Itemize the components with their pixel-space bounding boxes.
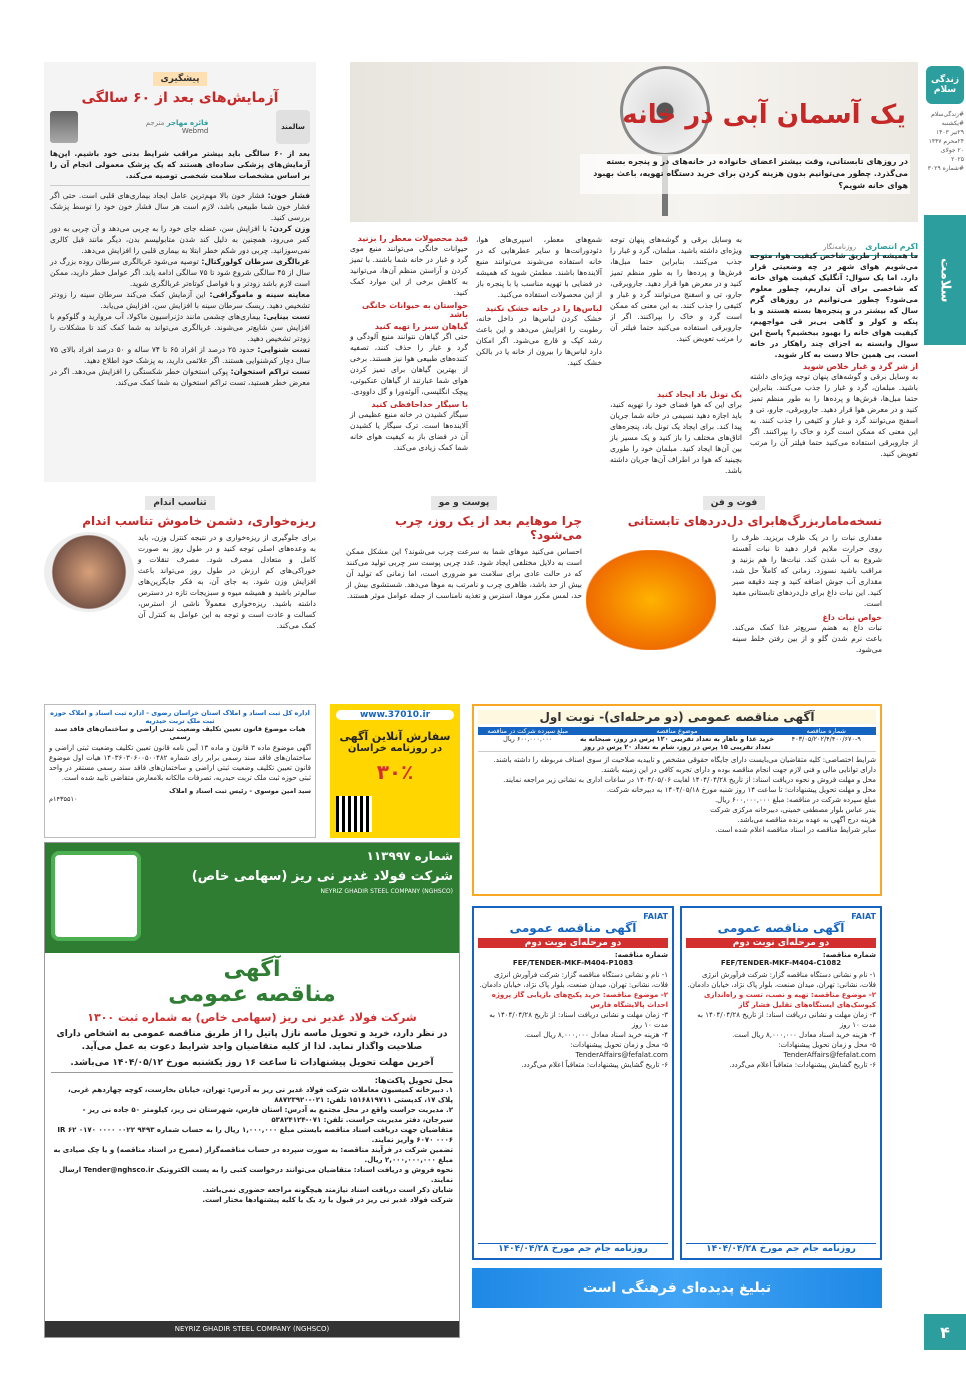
- health-item: وزن کردن: با افزایش سن، عضله جای خود را به چربی می‌دهد و آن چربی به دور کمر می‌رود، همچنین به دلیل کند شدن متابولیسم بدن، دیگر مانند قبل کالری نمی‌سوزانید. چربی دور شکم خطر ابتلا به بیماری قلبی را افزایش می‌دهد.: [50, 224, 310, 255]
- section-body: حیوانات خانگی می‌توانند منبع موی گرد و غبار در خانه شما باشند. با تمیز کردن و آراستن منظم آن‌ها، می‌توانید به کاهش برخی از این موارد کمک کنید.: [350, 244, 468, 297]
- health-intro: بعد از ۶۰ سالگی باید بیشتر مراقب شرایط بدنی خود باشیم. این‌ها آزمایش‌های پزشکی ساده‌ای هستند که یک پزشک معمولی انجام آن را بر اساس مشخصات سلامت شخصی توصیه می‌کند.: [50, 148, 310, 186]
- notice-sub: هیات موضوع قانون تعیین تکلیف وضعیت ثبتی اراضی و ساختمان‌های فاقد سند رسمی: [54, 725, 306, 741]
- steel-company: شرکت فولاد غدیر نی ریز (سهامی خاص): [191, 869, 453, 884]
- lead-photo: [350, 62, 918, 222]
- sweet-body: مقداری نبات را در یک ظرف بریزید. ظرف را روی حرارت ملایم قرار دهید تا نبات آهسته شروع به آب شدن کند. نبات‌ها را هم بزنید و مراقب باشید نسوزد. زمانی که کاملاً حل شد، مقداری آب جوش اضافه کنید و چند دقیقه صبر کنید. این نبات داغ برای دل‌دردهای تابستانی مفید است.: [731, 533, 882, 608]
- lead-col-1: [750, 362, 918, 459]
- lead-col-4: [350, 234, 468, 453]
- section-heading: لباس‌ها را در خانه خشک نکنید: [485, 304, 602, 313]
- section-body: برای این که هوا فضای خود را تهویه کنید، باید اجازه دهید نسیمی در خانه شما جریان پیدا کند. برای ایجاد یک تونل باد، پنجره‌های اتاق‌های مختلف را باز کنید و یک مسیر باز بین آن‌ها ایجاد کنید. مبلمان خود را طوری بچینید که هوا در اطراف آن‌ها جریان داشته باشد.: [610, 400, 742, 475]
- steel-title1: آگهی: [223, 957, 281, 982]
- section-heading: از شر گرد و غبار خلاص شوید: [802, 362, 918, 371]
- faiat-line: ۳- زمان مهلت و نشانی دریافت اسناد: از تاریخ ۱۴۰۴/۰۴/۲۸ به مدت ۱۰ روز: [697, 1011, 876, 1029]
- faiat-no: FEF/TENDER-MKF-M404-P1083: [512, 959, 634, 967]
- tender-line: سایر شرایط مناقصه در اسناد مناقصه اعلام شده است.: [715, 826, 876, 834]
- section-body: حتی اگر گیاهان نتوانند منبع آلودگی و گرد و غبار را حذف کنند، تصفیه کننده‌های طبیعی هوا نیز هستند. برخی از بهترین گیاهان برای تمیز کردن هوای شما عبارتند از گیاهان عنکبوتی، پیچک انگلیسی، آلوئه‌ورا و گل داوودی.: [350, 332, 468, 396]
- qr-icon: [336, 796, 372, 832]
- steel-addr-line: متقاضیان جهت دریافت اسناد مناقصه بایستی مبلغ ۱,۰۰۰,۰۰۰ ریال را به حساب شماره IR ۶۲ ۰۱۷۰ ۰۰۰۰ ۰۰۲۲ ۹۴۹۳ ۶۰۷۰ ۰۰۰۶ واریز نمایند.: [57, 1126, 453, 1144]
- online-t2: در روزنامه خراسان: [347, 743, 443, 754]
- issue-info: #زندگی‌سلام #یکشنبه ۲۹تیر ۱۴۰۳ ۲۴محرم ۱۴۴۷ ۲۰ جولای ۲۰۲۵ #شماره ۳۰۲۹: [927, 111, 964, 172]
- steel-addr-line: ۱. دبیرخانه کمیسیون معاملات شرکت فولاد غدیر نی ریز به آدرس: تهران، خیابان بخارست، کوچه چهاردهم غربی، پلاک ۱۷، کدپستی ۱۵۱۶۸۱۹۷۱۱ تلفن: ۰۲۱-۸۸۷۲۳۹۲۰: [67, 1086, 453, 1104]
- hair-body: احساس می‌کنید موهای شما به سرعت چرب می‌شوند؟ این مشکل ممکن است به دلایل مختلفی ایجاد شود. غدد چربی پوست سر چربی تولید می‌کنند که در حالت عادی برای سلامت مو ضروری است، اما زمانی که تولید آن بیش از حد باشد، ظاهری چرب و نامرتب به موها می‌دهد. شستشوی بیش از حد، لمس مکرر موها، استرس و تغذیه نامناسب از جمله عوامل موثر هستند.: [346, 547, 582, 600]
- faiat-line: ۲- موضوع مناقصه: خرید پکیج‌های بازیابی گاز پروژه احداث پالایشگاه فارس: [491, 991, 668, 1009]
- section-label: سلامت: [937, 257, 953, 303]
- health-item: معاینه سینه و ماموگرافی: این آزمایش کمک می‌کند سرطان سینه را زودتر تشخیص دهید. ریسک سرطان سینه با افزایش سن، افزایش می‌یابد.: [50, 290, 311, 310]
- lead-col-3: [476, 234, 602, 368]
- faiat-footer: روزنامه جام جم مورخ ۱۴۰۴/۰۴/۲۸: [686, 1243, 876, 1254]
- faiat-line: ۶- تاریخ گشایش پیشنهادات: متعاقباً اعلام می‌گردد.: [729, 1061, 876, 1069]
- faiat-line: ۲- موضوع مناقصه: تهیه و نصب، تست و راه‌اندازی کیوسک‌های ایستگاه‌های تقلیل فشار گاز: [704, 991, 876, 1009]
- sweet-subhead: خواص نبات داغ: [822, 613, 882, 622]
- health-item: تست تراکم استخوان: پوکی استخوان خطر شکستگی را افزایش می‌دهد. اگر در معرض خطر هستید، تست تراکم استخوان به شما کمک می‌کند.: [50, 367, 310, 387]
- badge-icon: سالمند: [276, 110, 310, 144]
- culture-banner: [472, 1268, 882, 1308]
- steel-addr-head: محل تحویل پاکت‌ها:: [374, 1076, 453, 1085]
- faiat-logo: FAIAT: [851, 912, 876, 921]
- lead-subtitle: در روزهای تابستانی، وقت بیشتر اعضای خانواده در خانه‌های در و پنجره بسته می‌گذرد. چطور می‌توانیم بدون هزینه کردن برای خرید دستگاه تهویه، باعث بهبود هوای خانه شویم؟: [580, 154, 910, 194]
- faiat-no-label: شماره مناقصه:: [822, 951, 876, 959]
- online-t1: سفارش آنلاین آگهی: [339, 730, 451, 743]
- sweet-body-2: نبات داغ به هضم سریع‌تر غذا کمک می‌کند. باعث نرم شدن گلو و از بین رفتن خلط سینه می‌شود.: [732, 623, 882, 654]
- tender-line: دارای توانایی مالی و فنی لازم جهت انجام مناقصه بوده و دارای تجربه کافی در این زمینه باشند.: [601, 766, 876, 774]
- tender-line: محل و مهلت تحویل پیشنهادات: تا ساعت ۱۴ روز شنبه مورخ ۱۴۰۴/۰۵/۱۸ به دبیرخانه شرکت.: [606, 786, 876, 794]
- lead-article: [350, 62, 918, 492]
- faiat-sub: دو مرحله‌ای نوبت دوم: [686, 938, 876, 948]
- notice-sign: سید امین موسوی - رئیس ثبت اسناد و املاک: [169, 787, 311, 795]
- tender-table: شماره مناقصه موضوع مناقصه مبلغ سپرده شرکت در مناقصه: [478, 727, 876, 735]
- fit-title: ریزه‌خواری، دشمن خاموش تناسب اندام: [82, 514, 316, 528]
- health-item: تست شنوایی: حدود ۲۵ درصد از افراد ۶۵ تا ۷۴ ساله و ۵۰ درصد افراد بالای ۷۵ سال دچار کم‌شنوایی هستند. اگر علائمی دارید، به پزشک خود اطلاع دهید.: [50, 345, 311, 365]
- faiat-line: ۵- محل و زمان تحویل پیشنهادات: TenderAffairs@fefalat.com: [778, 1041, 876, 1059]
- health-column: [44, 62, 316, 482]
- health-item: غربالگری سرطان کولورکتال: توصیه می‌شود غربالگری سرطان روده بزرگ در سال از ۴۵ سالگی شروع شود تا ۷۵ سالگی ادامه یابد. اگر عوامل خطر دارید، ممکن است لازم باشد زودتر و با فواصل کوتاه‌تر غربالگری شوید.: [50, 257, 310, 288]
- sweet-title: نسخه‌ماماربزرگ‌هابرای دل‌دردهای تابستانی: [627, 514, 882, 528]
- faiat-line: ۴- هزینه خرید اسناد معادل ۸,۰۰۰,۰۰۰ ریال است.: [524, 1031, 668, 1039]
- section-heading: یک تونل باد ایجاد کنید: [656, 390, 742, 399]
- steel-header: [45, 843, 459, 953]
- steel-ad: [44, 842, 460, 1338]
- faiat-no-label: شماره مناقصه:: [614, 951, 668, 959]
- tender-line: شرایط اختصاصی: کلیه متقاضیان می‌بایست دارای جایگاه حقوقی مشخص و تاییدیه صلاحیت از سوی اصناف مربوطه را داشته باشند.: [493, 756, 876, 764]
- section-heading: گیاهان سبز را تهیه کنید: [374, 322, 468, 331]
- author-name: اکرم انتصاری: [865, 242, 918, 251]
- tender-title: آگهی مناقصه عمومی (دو مرحله‌ای)- نوبت اول: [478, 710, 876, 724]
- hair-article: [346, 490, 582, 690]
- source-label: Webmd: [181, 127, 209, 135]
- steel-reg: شرکت فولاد غدیر نی ریز (سهامی خاص) به شماره ثبت ۱۳۰۰: [87, 1011, 417, 1024]
- faiat-logo: FAIAT: [643, 912, 668, 921]
- translator-name: فائزه مهاجر: [166, 119, 209, 127]
- faiat-line: ۵- محل و زمان تحویل پیشنهادات: TenderAffairs@fefalat.com: [570, 1041, 668, 1059]
- notice-head: اداره کل ثبت اسناد و املاک استان خراسان رضوی - اداره ثبت اسناد و املاک حوزه ثبت ملک تربت حیدریه: [50, 709, 310, 725]
- health-item: فشار خون: فشار خون بالا مهم‌ترین عامل ایجاد بیماری‌های قلبی است. حتی اگر فشار خون شما طبیعی باشد، لازم است هر سال فشار خون خود را توسط پزشک بررسی کنید.: [50, 191, 310, 222]
- faiat-no: FEF/TENDER-MKF-M404-C1082: [720, 959, 842, 967]
- hair-title: چرا موهایم بعد از یک روز، چرب می‌شود؟: [394, 514, 582, 542]
- tender-line: هزینه درج آگهی به عهده برنده مناقصه می‌باشد.: [737, 816, 876, 824]
- kicker: پوست و مو: [431, 496, 497, 510]
- faiat-ad-right: [680, 906, 882, 1260]
- masthead-logo: [924, 62, 966, 202]
- online-pct: ۳۰٪: [376, 760, 414, 784]
- sweet-article: [586, 490, 882, 690]
- logo-mark: زندگی سلام: [926, 66, 964, 104]
- notice-body: آگهی موضوع ماده ۳ قانون و ماده ۱۳ آیین نامه قانون تعیین تکلیف وضعیت ثبتی اراضی و ساختمان‌های فاقد سند رسمی برابر رای شماره ۱۴۰۳۶۰۳۰۶۰۰۵۰۰۴۸۲ هیات اول موضوع قانون تعیین تکلیف وضعیت ثبتی اراضی و ساختمان‌های فاقد سند رسمی مستقر در واحد ثبتی حوزه ثبت ملک تربت حیدریه، تصرفات مالکانه بلامعارض متقاضی تایید شده است.: [49, 744, 311, 782]
- steel-number: شماره ۱۱۳۹۹۷: [366, 849, 453, 863]
- registry-notice: [44, 704, 316, 838]
- kicker: فوت و فن: [703, 496, 765, 510]
- translator-avatar: [50, 111, 78, 143]
- translator-role: مترجم: [145, 119, 165, 127]
- tender-line: بندر عباس بلوار مصطفی خمینی، دبیرخانه مرکزی شرکت: [710, 806, 876, 814]
- faiat-ad-left: [472, 906, 674, 1260]
- health-title: آزمایش‌های بعد از ۶۰ سالگی: [81, 90, 279, 106]
- section-body-cont: به وسایل برقی و گوشه‌های پنهان توجه ویژه‌ای داشته باشید. مبلمان، گرد و غبار را جذب می‌کنند. بنابراین حتما مبل‌ها، فرش‌ها و پرده‌ها را به طور منظم تمیز کنید و در معرض هوا قرار دهید. جاروبرقی، جارو، تی و اسفنج می‌توانند گرد و غبار و کثیفی را جذب کنند. به این معنی که ممکن است گرد و خاک را بپراکنند. اگر از جاروبرقی استفاده می‌کنید حتما فیلتر آن را مرتب تعویض کنید.: [610, 235, 742, 343]
- section-heading: حواستان به حیوانات خانگی باشد: [361, 301, 468, 319]
- tender-line: مبلغ سپرده شرکت در مناقصه: مبلغ ۶۰۰,۰۰۰,۰۰۰ ریال.: [714, 796, 876, 804]
- author-role: روزنامه‌نگار: [822, 243, 857, 251]
- kicker: پیشگیری: [153, 72, 208, 86]
- faiat-line: ۶- تاریخ گشایش پیشنهادات: متعاقباً اعلام می‌گردد.: [521, 1061, 668, 1069]
- online-url[interactable]: www.37010.ir: [336, 710, 454, 720]
- page-number-box: [924, 1314, 966, 1350]
- page-number: ۴: [940, 1322, 950, 1342]
- culture-text: تبلیغ پدیده‌ای فرهنگی است: [582, 1280, 772, 1296]
- steel-addr-line: ۲. مدیریت حراست واقع در محل مجتمع به آدرس: استان فارس، شهرستان نی ریز، کیلومتر ۵۰ جاده نی ریز - سیرجان، دفتر مدیریت حراست. تلفن: ۰۷۱-۵۳۸۲۴۱۲۴: [82, 1106, 453, 1124]
- steel-footer: NEYRIZ GHADIR STEEL COMPANY (NGHSCO): [45, 1321, 459, 1337]
- section-body: سیگار کشیدن در خانه منبع عظیمی از آلاینده‌ها است. ترک سیگار یا کشیدن آن در فضای باز به کیفیت هوای خانه شما کمک زیادی می‌کند.: [350, 410, 468, 452]
- translator-row: [50, 110, 310, 144]
- steel-addr-line: شایان ذکر است دریافت اسناد نیازمند هیچگونه مراجعه حضوری نمی‌باشد.: [202, 1186, 453, 1194]
- section-body: شمع‌های معطر، اسپری‌های هوا، دئودورانت‌ها و سایر عطرهایی که در خانه استفاده می‌شوند می‌توانند منبع آلاینده‌ها باشند. مطمئن شوید که همیشه در فضایی با تهویه مناسب یا با پنجره باز از این محصولات استفاده می‌کنید.: [476, 235, 602, 299]
- steel-logo: [51, 851, 141, 941]
- lead-intro: ما همیشه از طریق شاخص کیفیت هوا، متوجه می‌شویم هوای شهر در چه وضعیتی قرار دارد. اما یک سوال: آنگلیک کیفیت هوای خانه که شاخصی برای آن نداریم، چطور معلوم می‌شود؟ چطور می‌توانیم در روزهای گرم سال که بیشتر در و پنجره‌ها بسته هستند و با پنکه و کولر و گاهی بی‌بر قی مواجهیم، کیفیت هوای خانه را بهبود ببخشیم؟ پاسخ این سوال وابسته به اجزای چند راهکار در خانه است. بی همین حالا دست به کار شوید.: [750, 251, 918, 359]
- faiat-title: آگهی مناقصه عمومی: [509, 921, 637, 935]
- tender-line: محل و مهلت فروش و نحوه دریافت اسناد: از تاریخ ۱۴۰۴/۰۴/۲۸ لغایت ۱۴۰۴/۰۵/۰۶ در ساعات اداری به نشانی زیر مراجعه نمایند.: [503, 776, 876, 784]
- steel-addr-line: تضمین شرکت در فرآیند مناقصه: به صورت سپرده در حساب مناقصه‌گزار (مصرح در اسناد مناقصه) و یا چک صیادی به مبلغ ۲,۰۰۰,۰۰۰,۰۰۰ ریال.: [53, 1146, 453, 1164]
- faiat-line: ۱- نام و نشانی دستگاه مناقصه گزار: شرکت فرآورش انرژی فلات، نشانی: تهران، میدان صنعت، بلوار پاک نژاد، خیابان دادمان.: [479, 971, 668, 989]
- steel-intent: در نظر دارد، خرید و تحویل ماسه نازل پاتیل را از طریق مناقصه عمومی به اشخاص دارای صلاحیت واگذار نماید. لذا از کلیه متقاضیان واجد شرایط دعوت به عمل می‌آید.: [56, 1029, 448, 1052]
- section-body: به وسایل برقی و گوشه‌های پنهان توجه ویژه‌ای داشته باشید. مبلمان، گرد و غبار را جذب می‌کنند. بنابراین حتما مبل‌ها، فرش‌ها و پرده‌ها را به طور منظم تمیز کنید و در معرض هوا قرار دهید. جاروبرقی، جارو، تی و اسفنج می‌توانند گرد و غبار و کثیفی را جذب کنند. به این معنی که ممکن است گرد و خاک را بپراکنند. اگر از جاروبرقی استفاده می‌کنید حتما فیلتر آن را مرتب تعویض کنید.: [750, 372, 918, 458]
- health-item: تست بینایی: بیماری‌های چشمی مانند دژنراسیون ماکولا، آب مروارید و گلوکوم با افزایش سن شایع‌تر می‌شوند. غربالگری می‌تواند به شما کمک کند تا مشکلات را زودتر تشخیص دهید.: [50, 312, 310, 343]
- tender-ad: [472, 704, 882, 896]
- faiat-footer: روزنامه جام جم مورخ ۱۴۰۴/۰۴/۲۸: [478, 1243, 668, 1254]
- kicker: تناسب اندام: [145, 496, 214, 510]
- fit-body: برای جلوگیری از ریزه‌خواری و در نتیجه کنترل وزن، باید به وعده‌های اصلی توجه کنید و در طول روز به صورت کامل و متعادل مصرف شود. مصرف تنقلات و خوراکی‌های کم ارزش در طول روز می‌تواند باعث افزایش وزن شود. به جای آن، به فکر جایگزین‌های سالم‌تر باشید و همیشه میوه و سبزیجات تازه در دسترس داشته باشید. ریزه‌خواری معمولاً ناشی از استرس، کسالت و عادت است و توجه به این عوامل به کنترل آن کمک می‌کند.: [138, 533, 316, 630]
- notice-code: ۱۴۳۵۵۱۰م: [49, 795, 78, 803]
- fit-photo: [44, 532, 134, 612]
- tender-row: ۴۰۳/۰۵/۲۰۲/۴/۴۰۰/۶۷۰-۹ خرید غذا و ناهار به تعداد تقریبی ۱۲۰ پرس در روز، صبحانه به تعداد تقریبی ۱۵ پرس در روز، شام به تعداد ۲۰ پرس در روز ۶۰۰,۰۰۰,۰۰۰ ریال: [478, 735, 876, 752]
- section-heading: قید محصولات معطر را بزنید: [357, 234, 468, 243]
- steel-deadline: آخرین مهلت تحویل پیشنهادات تا ساعت ۱۶ روز یکشنبه مورخ ۱۴۰۴/۰۵/۱۲ می‌باشد.: [70, 1058, 434, 1068]
- fit-article: [44, 490, 316, 690]
- faiat-title: آگهی مناقصه عمومی: [717, 921, 845, 935]
- faiat-line: ۱- نام و نشانی دستگاه مناقصه گزار: شرکت فرآورش انرژی فلات، نشانی: تهران، میدان صنعت، بلوار پاک نژاد، خیابان دادمان.: [687, 971, 876, 989]
- section-strip: [924, 215, 966, 345]
- faiat-line: ۳- زمان مهلت و نشانی دریافت اسناد: از تاریخ ۱۴۰۴/۰۴/۲۸ به مدت ۱۰ روز: [489, 1011, 668, 1029]
- faiat-sub: دو مرحله‌ای نوبت دوم: [478, 938, 668, 948]
- faiat-line: ۴- هزینه خرید اسناد معادل ۸,۰۰۰,۰۰۰ ریال است.: [732, 1031, 876, 1039]
- section-body: خشک کردن لباس‌ها در داخل خانه، رطوبت را افزایش می‌دهد و این باعث رشد کپک و قارچ می‌شود. اگر امکان دارد لباس‌ها را بیرون از خانه یا در بالکن خشک کنید.: [476, 314, 602, 367]
- steel-en: NEYRIZ GHADIR STEEL COMPANY (NGHSCO): [320, 888, 453, 895]
- steel-addr-line: نحوه فروش و دریافت اسناد: متقاضیان می‌توانند درخواست کتبی را به پست الکترونیک Tender@nghsco.ir ارسال نمایند.: [59, 1166, 453, 1184]
- section-heading: با سیگار خداحافظی کنید: [371, 400, 468, 409]
- steel-addr-line: شرکت فولاد غدیر نی ریز در قبول یا رد یک یا کلیه پیشنهادها مختار است.: [202, 1196, 453, 1204]
- lead-title: یک آسمان آبی در خانه: [622, 100, 906, 130]
- steel-title2: مناقصه عمومی: [168, 982, 336, 1007]
- online-ad: [330, 704, 460, 838]
- lead-col-2: [610, 234, 742, 476]
- candy-photo: [586, 550, 716, 650]
